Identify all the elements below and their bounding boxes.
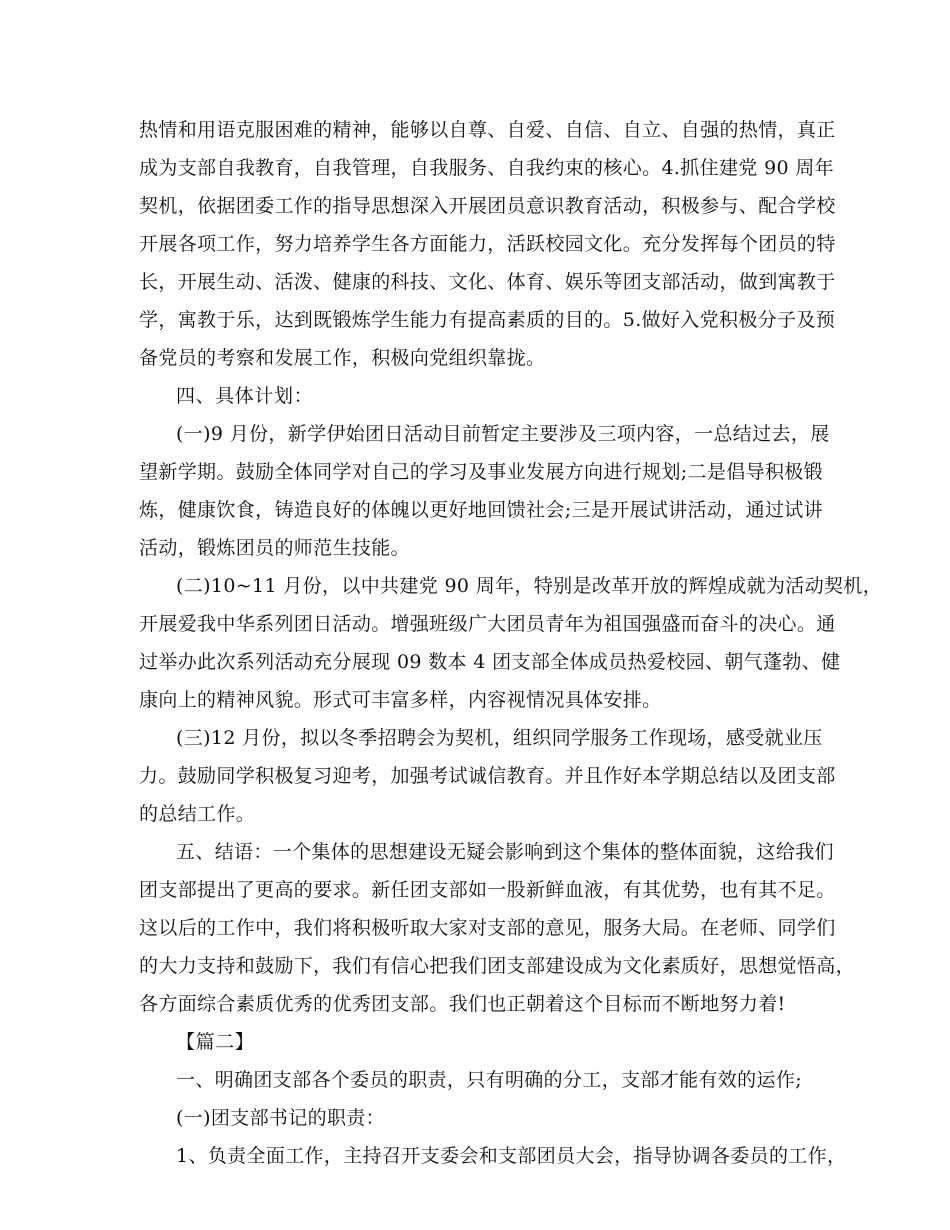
body-text-line: 活动，锻炼团员的师范生技能。: [139, 537, 410, 559]
body-text-line: 的大力支持和鼓励下，我们有信心把我们团支部建设成为文化素质好，思想觉悟高，: [139, 955, 855, 977]
paragraph-first-line: 一、明确团支部各个委员的职责，只有明确的分工，支部才能有效的运作;: [176, 1069, 802, 1091]
paragraph-first-line: (二)10~11 月份，以中共建党 90 周年，特别是改革开放的辉煌成就为活动契机，: [176, 575, 883, 597]
paragraph-first-line: (三)12 月份，拟以冬季招聘会为契机，组织同学服务工作现场，感受就业压: [176, 727, 823, 749]
body-text-line: 学，寓教于乐，达到既锻炼学生能力有提高素质的目的。5.做好入党积极分子及预: [139, 309, 836, 331]
body-text-line: 开展各项工作，努力培养学生各方面能力，活跃校园文化。充分发挥每个团员的特: [139, 233, 836, 255]
section-heading-part-two: 【篇二】: [176, 1031, 255, 1053]
body-text-line: 长，开展生动、活泼、健康的科技、文化、体育、娱乐等团支部活动，做到寓教于: [139, 271, 836, 293]
body-text-line: 团支部提出了更高的要求。新任团支部如一股新鲜血液，有其优势，也有其不足。: [139, 879, 836, 901]
body-text-line: 开展爱我中华系列团日活动。增强班级广大团员青年为祖国强盛而奋斗的决心。通: [139, 613, 836, 635]
body-text-line: 各方面综合素质优秀的优秀团支部。我们也正朝着这个目标而不断地努力着!: [139, 993, 786, 1015]
body-text-line: 的总结工作。: [139, 803, 256, 825]
body-text-line: 备党员的考察和发展工作，积极向党组织靠拢。: [139, 347, 546, 369]
body-text-line: 热情和用语克服困难的精神，能够以自尊、自爱、自信、自立、自强的热情，真正: [139, 119, 836, 141]
body-text-line: 契机，依据团委工作的指导思想深入开展团员意识教育活动，积极参与、配合学校: [139, 195, 836, 217]
body-text-line: 这以后的工作中，我们将积极听取大家对支部的意见，服务大局。在老师、同学们: [139, 917, 836, 939]
section-heading-plan: 四、具体计划：: [176, 385, 314, 407]
body-text-line: 炼，健康饮食，铸造良好的体魄以更好地回馈社会;三是开展试讲活动，通过试讲: [139, 499, 824, 521]
paragraph-first-line: (一)9 月份，新学伊始团日活动目前暂定主要涉及三项内容，一总结过去，展: [176, 423, 830, 445]
body-text-line: 力。鼓励同学积极复习迎考，加强考试诚信教育。并且作好本学期总结以及团支部: [139, 765, 836, 787]
paragraph-first-line: 1、负责全面工作，主持召开支委会和支部团员大会，指导协调各委员的工作，: [176, 1145, 847, 1167]
subheading-secretary-duties: (一)团支部书记的职责：: [176, 1107, 386, 1129]
body-text-line: 康向上的精神风貌。形式可丰富多样，内容视情况具体安排。: [139, 689, 662, 711]
paragraph-first-line: 五、结语：一个集体的思想建设无疑会影响到这个集体的整体面貌，这给我们: [176, 841, 834, 863]
body-text-line: 望新学期。鼓励全体同学对自己的学习及事业发展方向进行规划;二是倡导积极锻: [139, 461, 824, 483]
body-text-line: 过举办此次系列活动充分展现 09 数本 4 团支部全体成员热爱校园、朝气蓬勃、健: [139, 651, 841, 673]
body-text-line: 成为支部自我教育，自我管理，自我服务、自我约束的核心。4.抓住建党 90 周年: [139, 157, 835, 179]
